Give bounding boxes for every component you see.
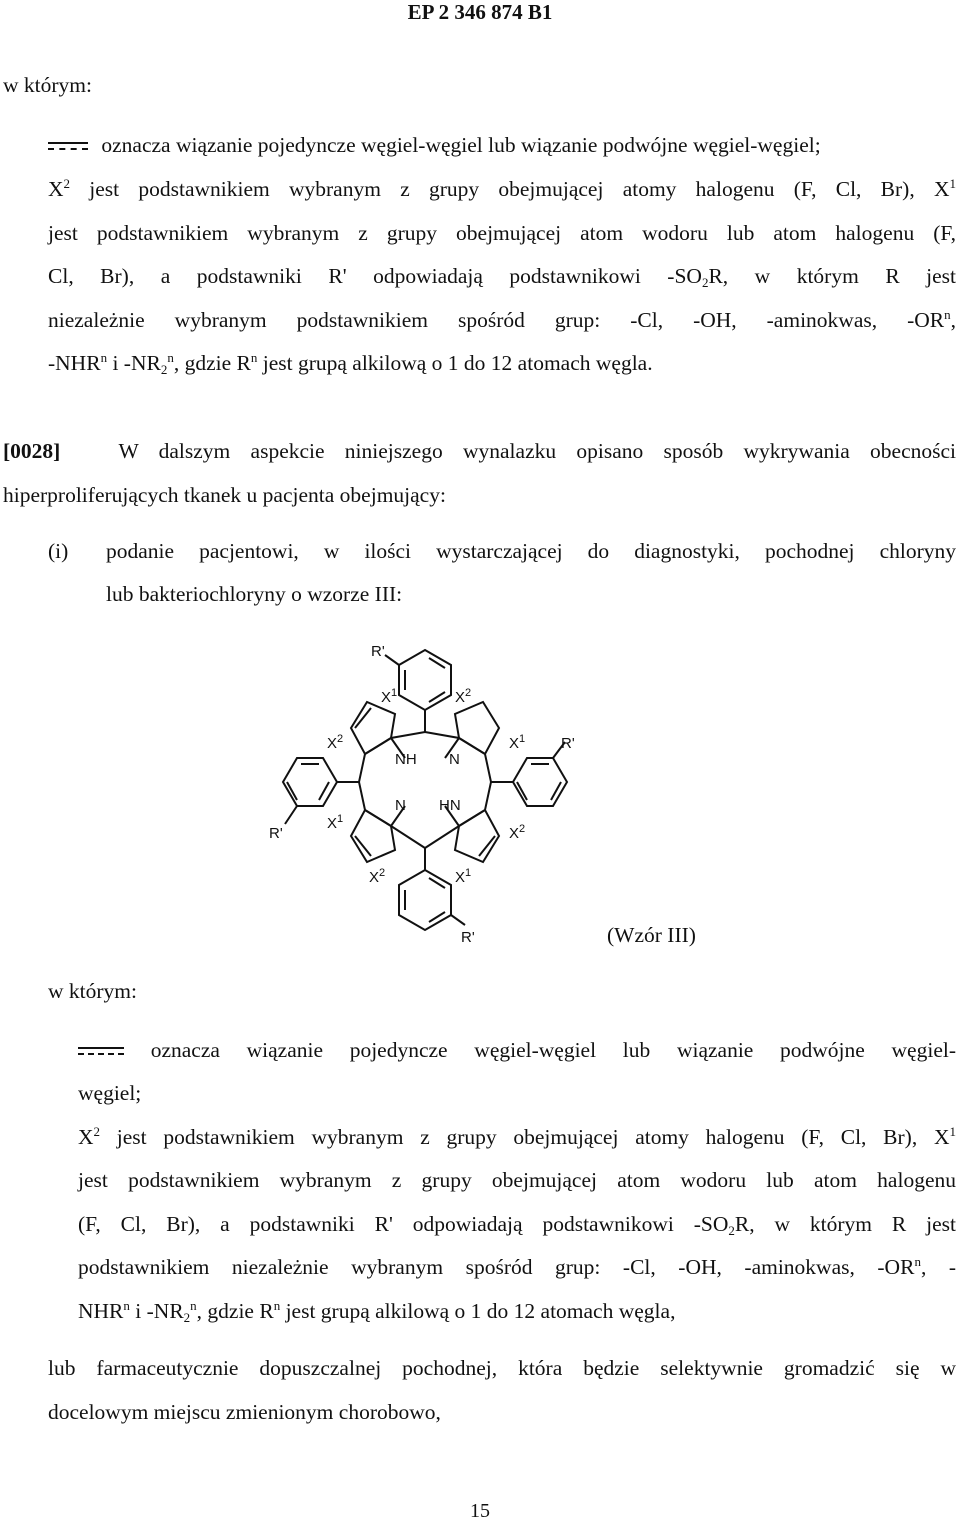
s1-line-5: -NHR$^n$ i $-NR_2^n$, gdzie $R^n$ jest grupą alkilową o 1 do 12 atomach węgla. (48, 350, 653, 377)
formula-iii-structure (255, 630, 605, 950)
page-number: 15 (470, 1500, 490, 1522)
bond-definition-1 (48, 132, 821, 158)
bond-definition-2-cont: węgiel; (78, 1081, 142, 1105)
r-prime-label-left: R' (269, 825, 283, 842)
closing-line-2: docelowym miejscu zmienionym chorobowo, (48, 1400, 441, 1424)
bond-symbol-icon (78, 1046, 124, 1058)
s2-line-2: jest podstawnikiem wybranym z grupy obejmującej atom wodoru lub atom halogenu (78, 1168, 956, 1192)
n-label-bottom: N (395, 797, 406, 814)
s1-line-1: $X^2$ jest podstawnikiem wybranym z grupy obejmującej atomy halogenu (F, Cl, Br), $X^1$ (48, 176, 956, 201)
x1-label-top: $X^1$ (381, 687, 398, 706)
r-prime-label-right: R' (561, 735, 575, 752)
x2-label-left: $X^2$ (327, 733, 344, 752)
n-label-top: N (449, 751, 460, 768)
s2-line-5: NHR$^n$ i $-NR_2^n$, gdzie $R^n$ jest grupą alkilową o 1 do 12 atomach węgla, (78, 1298, 676, 1325)
x1-label-right: $X^1$ (509, 733, 526, 752)
s2-line-1: $X^2$ jest podstawnikiem wybranym z grupy obejmującej atomy halogenu (F, Cl, Br), $X^1$ (78, 1124, 956, 1149)
s1-line-2: jest podstawnikiem wybranym z grupy obejmującej atom wodoru lub atom halogenu (F, (48, 221, 956, 245)
bond-definition-2 (78, 1037, 956, 1063)
s1-line-4: niezależnie wybranym podstawnikiem spośród grup: -Cl, -OH, -aminokwas, $-OR^n$, (48, 307, 956, 332)
hn-label: HN (439, 797, 461, 814)
bond-definition-2-text: oznacza wiązanie pojedyncze węgiel-węgiel lub wiązanie podwójne węgiel- (150, 1038, 956, 1062)
wherein-label-2: w którym: (48, 979, 137, 1003)
paragraph-id: [0028] (3, 439, 61, 463)
step-i-line-1: podanie pacjentowi, w ilości wystarczającej do diagnostyki, pochodnej chloryny (106, 539, 956, 563)
step-i-marker: (i) (48, 539, 69, 563)
x1-label-left: $X^1$ (327, 813, 344, 832)
x2-label-right: $X^2$ (509, 823, 526, 842)
r-prime-label-bottom: R' (461, 929, 475, 946)
bond-definition-text: oznacza wiązanie pojedyncze węgiel-węgiel lub wiązanie podwójne węgiel-węgiel; (101, 133, 821, 157)
paragraph-0028-line-1: [0028] W dalszym aspekcie niniejszego wynalazku opisano sposób wykrywania obecności (3, 439, 956, 463)
formula-caption: (Wzór III) (607, 923, 696, 947)
x2-label-bottom: $X^2$ (369, 867, 386, 886)
s2-line-3: (F, Cl, Br), a podstawniki R' odpowiadają podstawnikowi $-SO_2R$, w którym R jest (78, 1212, 956, 1238)
s1-line-3: Cl, Br), a podstawniki R' odpowiadają podstawnikowi $-SO_2R$, w którym R jest (48, 264, 957, 290)
nh-label: NH (395, 751, 417, 768)
wherein-label-1: w którym: (3, 73, 92, 97)
paragraph-0028-line-2: hiperproliferujących tkanek u pacjenta obejmujący: (3, 483, 446, 507)
step-i-line-2: lub bakteriochloryny o wzorze III: (106, 582, 403, 606)
x2-label-top: $X^2$ (455, 687, 472, 706)
patent-number: EP 2 346 874 B1 (407, 0, 553, 24)
s2-line-4: podstawnikiem niezależnie wybranym spośród grup: -Cl, -OH, -aminokwas, $-OR^n$, - (78, 1254, 956, 1279)
closing-line-1: lub farmaceutycznie dopuszczalnej pochodnej, która będzie selektywnie gromadzić się w (48, 1356, 956, 1380)
x1-label-bottom: $X^1$ (455, 867, 472, 886)
bond-symbol-icon (48, 141, 88, 153)
r-prime-label-top: R' (371, 643, 385, 660)
